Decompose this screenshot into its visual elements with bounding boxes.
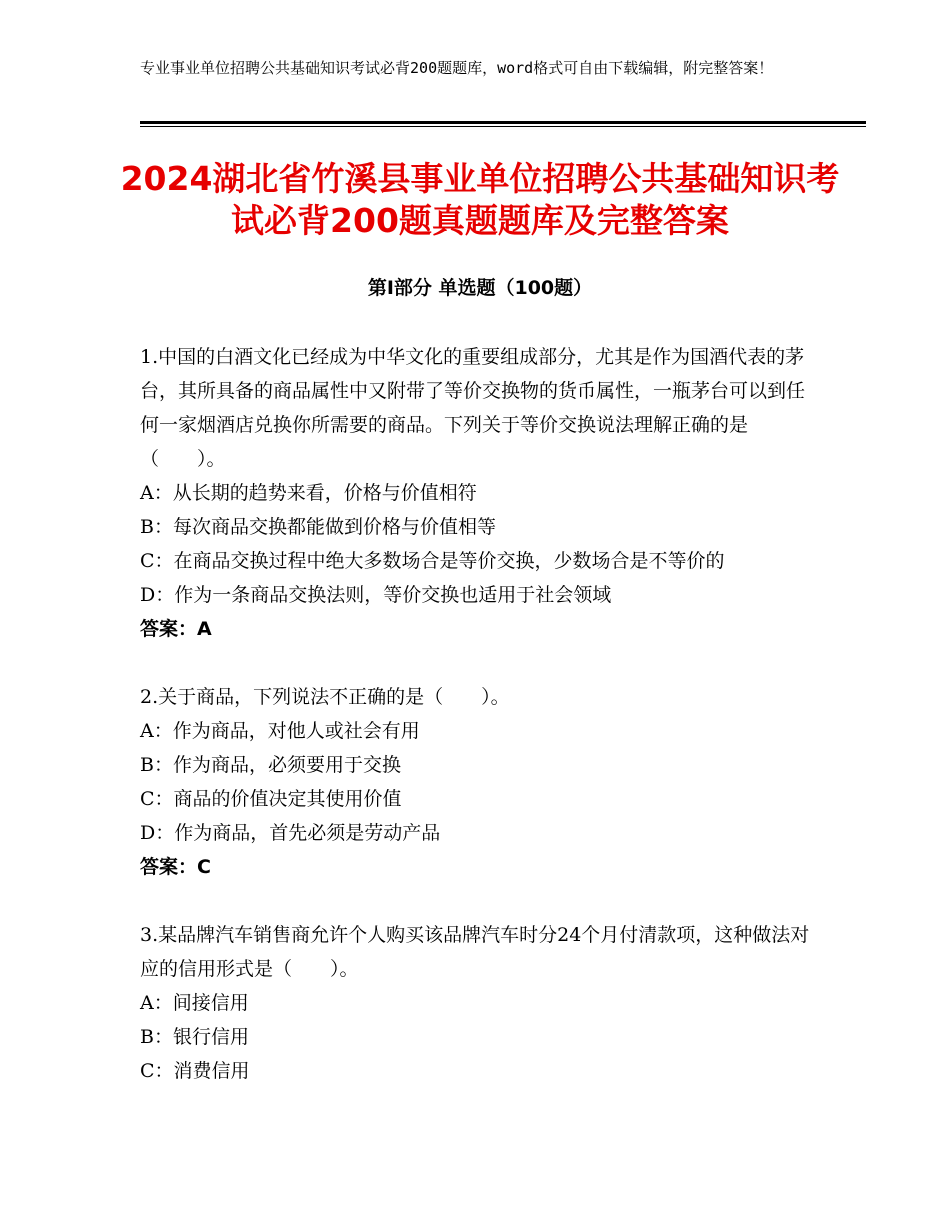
option-b: B：银行信用	[140, 1026, 249, 1048]
header-rule-thin	[140, 126, 866, 127]
question-stem: 2.关于商品，下列说法不正确的是（ ）。	[140, 686, 510, 708]
question-stem: 1.中国的白酒文化已经成为中华文化的重要组成部分，尤其是作为国酒代表的茅台，其所具备的商品属性中又附带了等价交换物的货币属性，一瓶茅台可以到任何一家烟酒店兑换你所需要的商品。下列关于等价交换说法理解正确的是（ ）。	[140, 346, 806, 470]
option-a: A：从长期的趋势来看，价格与价值相符	[140, 482, 477, 504]
option-b: B：作为商品，必须要用于交换	[140, 754, 401, 776]
question-2	[140, 680, 820, 884]
header-note: 专业事业单位招聘公共基础知识考试必背200题题库，word格式可自由下载编辑，附完整答案！	[140, 59, 774, 77]
question-1	[140, 340, 820, 646]
option-a: A：作为商品，对他人或社会有用	[140, 720, 420, 742]
question-stem: 3.某品牌汽车销售商允许个人购买该品牌汽车时分24个月付清款项，这种做法对应的信用形式是（ ）。	[140, 924, 810, 980]
document-title: 2024湖北省竹溪县事业单位招聘公共基础知识考试必背200题真题题库及完整答案	[120, 159, 840, 240]
question-3	[140, 918, 820, 1088]
option-d: D：作为商品，首先必须是劳动产品	[140, 822, 441, 844]
header-rule-thick	[140, 121, 866, 124]
option-c: C：消费信用	[140, 1060, 250, 1082]
question-list	[140, 340, 820, 1122]
section-heading: 第Ⅰ部分 单选题（100题）	[367, 277, 593, 299]
option-c: C：在商品交换过程中绝大多数场合是等价交换，少数场合是不等价的	[140, 550, 725, 572]
option-b: B：每次商品交换都能做到价格与价值相等	[140, 516, 496, 538]
answer: 答案：A	[140, 618, 212, 640]
option-a: A：间接信用	[140, 992, 249, 1014]
option-d: D：作为一条商品交换法则，等价交换也适用于社会领域	[140, 584, 612, 606]
answer: 答案：C	[140, 856, 211, 878]
option-c: C：商品的价值决定其使用价值	[140, 788, 402, 810]
